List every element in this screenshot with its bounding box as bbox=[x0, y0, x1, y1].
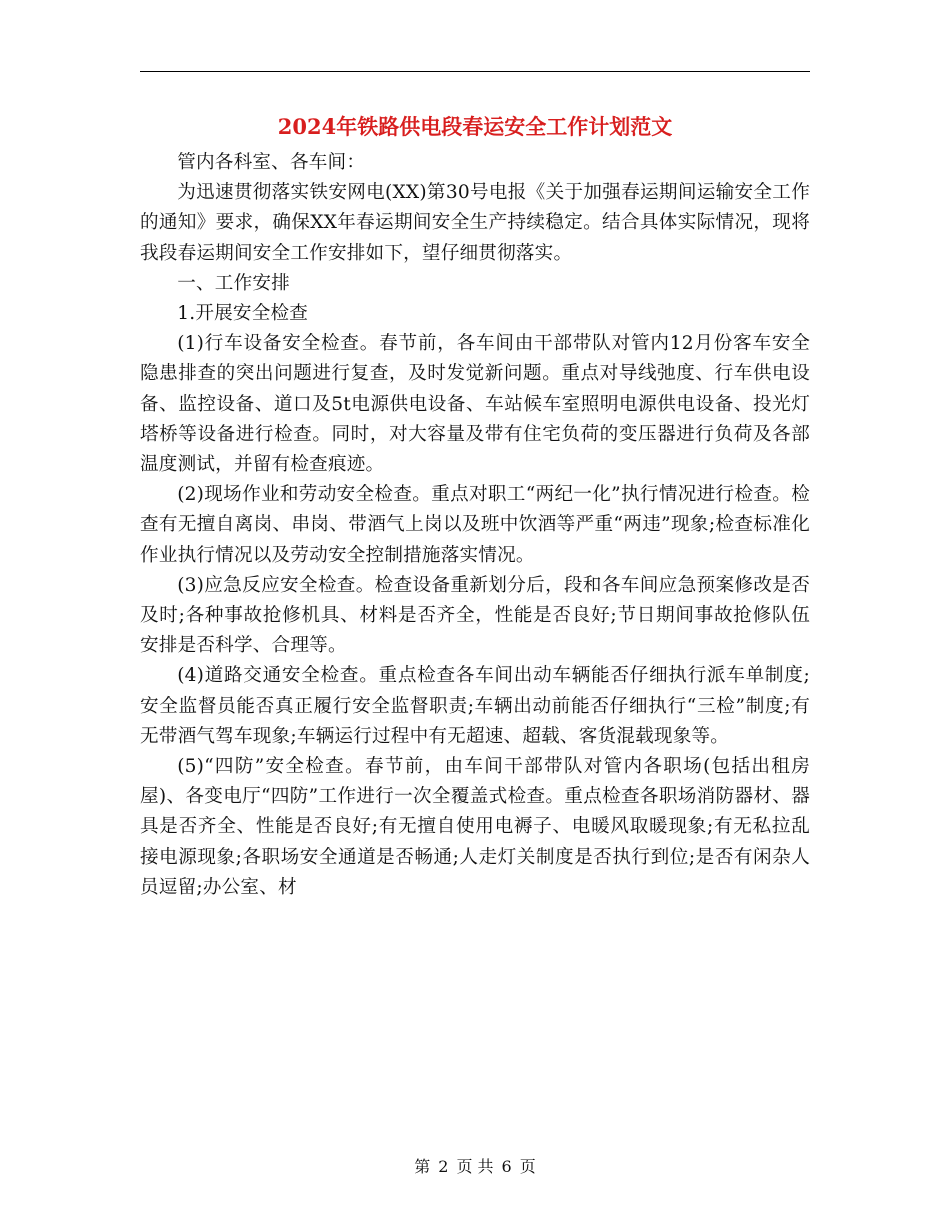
subsection-heading: 1.开展安全检查 bbox=[177, 303, 309, 325]
document-title: 2024年铁路供电段春运安全工作计划范文 bbox=[277, 114, 673, 139]
header-rule bbox=[140, 71, 810, 72]
section-heading: 一、工作安排 bbox=[177, 272, 290, 294]
page-label-suffix: 页 bbox=[519, 1157, 536, 1176]
paragraph-item-4: (4)道路交通安全检查。重点检查各车间出动车辆能否仔细执行派车单制度;安全监督员能否真正履行安全监督职责;车辆出动前能否仔细执行“三检”制度;有无带酒气驾车现象;车辆运行过程中有无超速、超载、客货混载现象等。 bbox=[140, 665, 810, 747]
paragraph-item-2: (2)现场作业和劳动安全检查。重点对职工“两纪一化”执行情况进行检查。检查有无擅自离岗、串岗、带酒气上岗以及班中饮酒等严重“两违”现象;检查标准化作业执行情况以及劳动安全控制措施落实情况。 bbox=[140, 484, 810, 566]
page-total-number: 6 bbox=[501, 1157, 512, 1176]
paragraph-item-1: (1)行车设备安全检查。春节前，各车间由干部带队对管内12月份客车安全隐患排查的突出问题进行复查，及时发觉新问题。重点对导线弛度、行车供电设备、监控设备、道口及5t电源供电设备、车站候车室照明电源供电设备、投光灯塔桥等设备进行检查。同时，对大容量及带有住宅负荷的变压器进行负荷及各部温度测试，并留有检查痕迹。 bbox=[140, 333, 810, 476]
paragraph-intro: 为迅速贯彻落实铁安网电(XX)第30号电报《关于加强春运期间运输安全工作的通知》要求，确保XX年春运期间安全生产持续稳定。结合具体实际情况，现将我段春运期间安全工作安排如下，望仔细贯彻落实。 bbox=[140, 182, 810, 264]
paragraph-item-3: (3)应急反应安全检查。检查设备重新划分后，段和各车间应急预案修改是否及时;各种事故抢修机具、材料是否齐全，性能是否良好;节日期间事故抢修队伍安排是否科学、合理等。 bbox=[140, 574, 810, 657]
page-label-prefix: 第 bbox=[414, 1157, 431, 1176]
page-current-number: 2 bbox=[438, 1157, 449, 1176]
paragraph-salutation: 管内各科室、各车间： bbox=[177, 152, 366, 173]
document-body bbox=[140, 148, 810, 903]
page-footer bbox=[0, 1156, 950, 1178]
paragraph-item-5: (5)“四防”安全检查。春节前，由车间干部带队对管内各职场(包括出租房屋)、各变电厅“四防”工作进行一次全覆盖式检查。重点检查各职场消防器材、器具是否齐全、性能是否良好;有无擅自使用电褥子、电暖风取暖现象;有无私拉乱接电源现象;各职场安全通道是否畅通;人走灯关制度是否执行到位;是否有闲杂人员逗留;办公室、材 bbox=[140, 756, 810, 898]
page-label-mid: 页 共 bbox=[456, 1157, 494, 1176]
